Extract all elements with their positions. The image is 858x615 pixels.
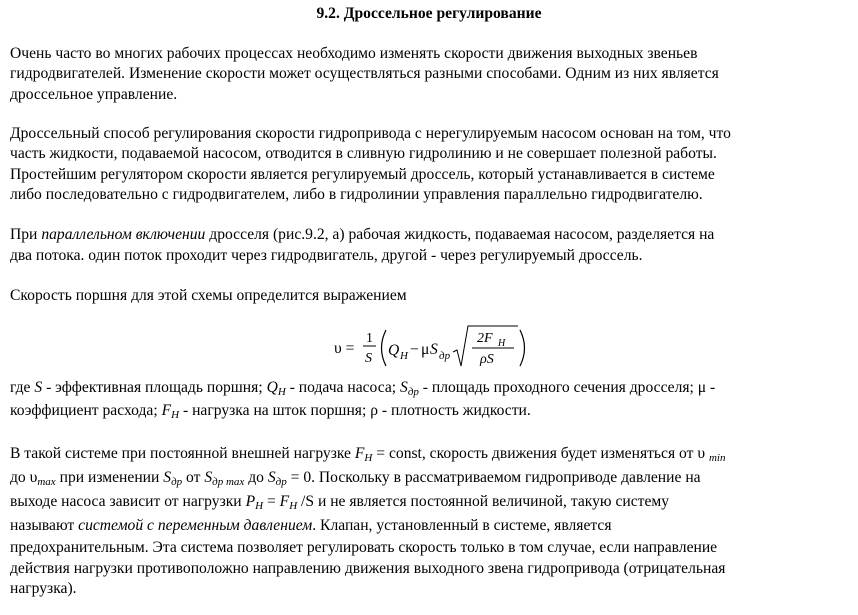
text: При (10, 226, 38, 243)
paragraph-2-line-1: Дроссельный способ регулирования скорости гидропривода с нерегулируемым насосом основан на том, что (10, 125, 731, 142)
right-paren (520, 330, 525, 366)
paragraph-2-line-4: либо последовательно с гидродвигателем, либо в гидролинии управления параллельно гидродвигателю. (10, 186, 703, 203)
formula-num: 1 (366, 331, 373, 346)
velocity-formula (330, 322, 530, 374)
paragraph-4-line-1: Скорость поршня для этой схемы определится выражением (10, 287, 407, 304)
formula-frac-den: ρS (480, 352, 494, 367)
text: - площадь проходного сечения дросселя; μ - (422, 379, 716, 396)
paragraph-6-line-4 (10, 518, 612, 534)
formula-lhs: υ = (334, 340, 355, 357)
formula-q: Q (388, 342, 400, 359)
text: - эффективная площадь поршня; (46, 379, 263, 396)
paragraph-6-line-5: предохранительным. Эта система позволяет регулировать скорость только в том случае, если направление (10, 539, 718, 556)
paragraph-5-line-1 (10, 380, 715, 396)
formula-s-sub: др (439, 350, 451, 362)
formula-q-sub: H (400, 350, 408, 362)
symbol-s: S (34, 379, 43, 396)
text: до υ (10, 469, 38, 486)
formula-mu: μ (421, 341, 430, 358)
symbol-q-sub: H (277, 386, 286, 398)
text: = const, скорость движения будет изменяться от υ (376, 445, 706, 462)
formula-minus: − (410, 341, 419, 358)
paragraph-1-line-2: гидродвигателей. Изменение скорости может осуществляться разными способами. Одним из них является (10, 65, 719, 82)
symbol-max-sub: max (37, 476, 56, 488)
paragraph-1-line-3: дроссельное управление. (10, 86, 178, 103)
text: = 0. Поскольку в рассматриваемом гидроприводе давление на (290, 469, 701, 486)
text: /S и не является постоянной величиной, такую систему (301, 493, 670, 510)
text: Очень часто во многих рабочих процессах необходимо изменять скорости движения выходных звеньев (10, 45, 698, 62)
symbol-f: F (279, 493, 290, 510)
text: где (10, 379, 31, 396)
symbol-sdr-sub: др (275, 476, 287, 488)
text: при изменении (59, 469, 160, 486)
paragraph-3-line-1 (10, 227, 714, 243)
symbol-sdr: S (267, 469, 276, 486)
symbol-f-sub: H (364, 452, 373, 464)
symbol-sdr-sub: др (407, 386, 419, 398)
formula-frac-num-sub: H (498, 338, 506, 349)
text: - подача насоса; (289, 379, 397, 396)
symbol-sdr-max: S (204, 469, 213, 486)
text: = (266, 493, 276, 510)
symbol-sdr: S (400, 379, 408, 396)
formula-frac-num: 2F (477, 331, 493, 346)
symbol-f-sub: H (289, 500, 298, 512)
symbol-min-sub: min (708, 452, 726, 464)
text: выходе насоса зависит от нагрузки (10, 493, 242, 510)
symbol-sdr-sub: др (171, 476, 183, 488)
paragraph-6-line-7: нагрузка). (10, 580, 77, 597)
symbol-q: Q (266, 379, 278, 396)
emphasis-term: параллельном включении (41, 226, 206, 243)
symbol-f: F (354, 445, 365, 462)
paragraph-6-line-6: действия нагрузки противоположно направлению движения выходного звена гидропривода (отрицательная (10, 560, 726, 577)
text: . Клапан, установленный в системе, является (312, 517, 612, 534)
symbol-sdr-max-sub: др max (212, 476, 245, 488)
paragraph-2-line-3: Простейшим регулятором скорости является регулируемый дроссель, который устанавливается в системе (10, 166, 715, 183)
text: дросселя (рис.9.2, а) рабочая жидкость, подаваемая насосом, разделяется на (209, 226, 715, 243)
symbol-sdr: S (163, 469, 172, 486)
symbol-p: P (245, 493, 256, 510)
text: называют (10, 517, 75, 534)
formula-den: S (365, 351, 372, 366)
paragraph-5-line-2 (10, 403, 531, 419)
paragraph-2-line-2: часть жидкости, подаваемой насосом, отводится в сливную гидролинию и не совершает полезной работы. (10, 145, 717, 162)
text: - нагрузка на шток поршня; ρ - плотность жидкости. (182, 402, 531, 419)
section-title: 9.2. Дроссельное регулирование (316, 5, 542, 22)
text: от (186, 469, 201, 486)
paragraph-6-line-3 (10, 494, 669, 510)
paragraph-6-line-2 (10, 470, 701, 486)
symbol-f-sub: H (171, 409, 180, 421)
text: до (248, 469, 264, 486)
emphasis-term: системой с переменным давлением (78, 517, 313, 534)
symbol-f: F (161, 402, 172, 419)
text: В такой системе при постоянной внешней нагрузке (10, 445, 351, 462)
text: коэффициент расхода; (10, 402, 158, 419)
paragraph-6-line-1 (10, 446, 725, 462)
symbol-p-sub: H (255, 500, 264, 512)
paragraph-1-line-1 (10, 46, 848, 62)
formula-s: S (430, 341, 438, 358)
paragraph-3-line-2: два потока. один поток проходит через гидродвигатель, другой - через регулируемый дроссель. (10, 247, 643, 264)
left-paren (382, 330, 387, 366)
